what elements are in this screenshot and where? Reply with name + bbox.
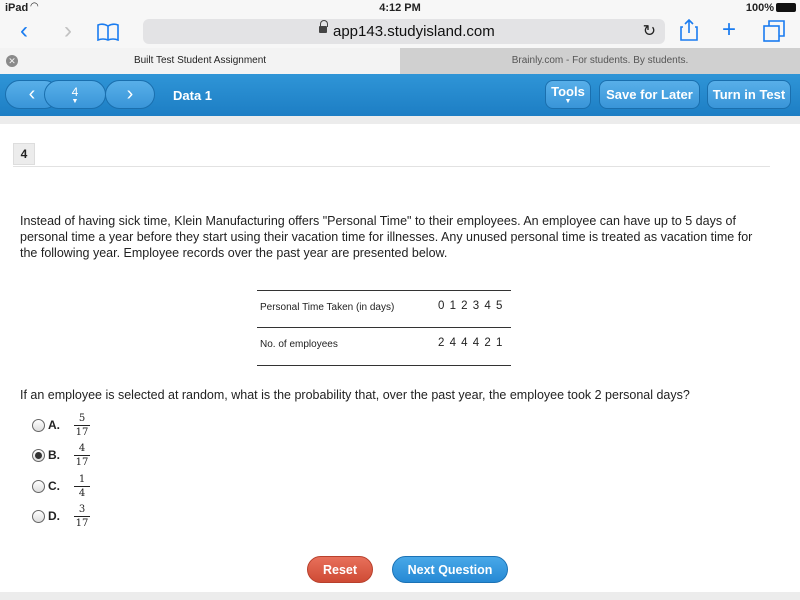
reload-icon[interactable]: ↻ <box>642 23 656 40</box>
save-for-later-button[interactable]: Save for Later <box>599 80 700 109</box>
denominator: 17 <box>75 457 89 468</box>
radio-button[interactable] <box>32 480 45 493</box>
battery-icon <box>776 3 796 12</box>
table-row-values: 0 1 2 3 4 5 <box>438 300 504 312</box>
status-bar <box>0 0 800 16</box>
tools-label: Tools <box>551 84 585 99</box>
forward-icon[interactable]: › <box>64 17 72 44</box>
question-card <box>0 124 800 592</box>
bookmarks-icon[interactable] <box>97 21 119 47</box>
tools-button[interactable] <box>545 80 591 109</box>
fraction <box>74 474 90 499</box>
caret-down-icon: ▼ <box>71 98 79 105</box>
wifi-icon: ◠ <box>30 1 39 12</box>
numerator: 4 <box>78 443 86 454</box>
numerator: 5 <box>78 413 86 424</box>
table-row-values: 2 4 4 4 2 1 <box>438 337 504 349</box>
turn-in-test-button[interactable]: Turn in Test <box>707 80 791 109</box>
device-name: iPad <box>5 2 29 14</box>
numerator: 3 <box>78 504 86 515</box>
denominator: 17 <box>75 427 89 438</box>
app-header <box>0 74 800 116</box>
back-icon[interactable]: ‹ <box>20 17 28 44</box>
radio-button[interactable] <box>32 510 45 523</box>
option-letter: B. <box>48 448 60 462</box>
tabs-icon[interactable] <box>763 20 785 48</box>
next-question-arrow-button[interactable] <box>105 80 155 109</box>
option-letter: D. <box>48 509 60 523</box>
option-letter: C. <box>48 479 60 493</box>
question-number-dropdown[interactable] <box>44 80 106 109</box>
tab-label: Brainly.com - For students. By students. <box>511 55 689 66</box>
table-rule <box>257 290 511 291</box>
option-letter: A. <box>48 418 60 432</box>
battery-percent: 100% <box>745 2 774 14</box>
radio-button[interactable] <box>32 419 45 432</box>
fraction <box>74 504 90 529</box>
url-host: app143.studyisland.com <box>333 23 495 40</box>
address-bar[interactable] <box>143 19 665 44</box>
table-row-label: No. of employees <box>260 339 338 350</box>
question-number-label: 4 <box>71 85 79 99</box>
browser-toolbar <box>0 16 800 48</box>
lock-icon <box>319 24 327 34</box>
browser-tabs <box>0 48 800 74</box>
table-row-label: Personal Time Taken (in days) <box>260 302 395 313</box>
radio-button-selected[interactable] <box>32 449 45 462</box>
table-rule <box>257 327 511 328</box>
fraction <box>74 413 90 438</box>
fraction <box>74 443 90 468</box>
close-tab-icon[interactable]: ✕ <box>6 55 18 67</box>
assignment-title: Data 1 <box>173 88 213 103</box>
denominator: 17 <box>75 518 89 529</box>
chevron-right-icon: › <box>126 83 134 105</box>
chevron-left-icon: ‹ <box>28 83 36 105</box>
status-time: 4:12 PM <box>379 2 421 14</box>
reset-button[interactable]: Reset <box>307 556 373 583</box>
question-passage: Instead of having sick time, Klein Manufacturing offers "Personal Time" to their employees. An employee can have up to 5 days of personal time a year before they start using their vacation time for illnesses. Any unused personal time is treated as vacation time for the following year. Employee records over the past year are presented below. <box>20 214 753 260</box>
table-rule <box>257 365 511 366</box>
divider <box>13 166 770 167</box>
tab-brainly[interactable] <box>400 48 800 74</box>
tab-built-test[interactable] <box>0 48 400 74</box>
question-number-badge: 4 <box>13 143 35 165</box>
tab-label: Built Test Student Assignment <box>133 55 267 66</box>
new-tab-icon[interactable]: + <box>722 16 737 43</box>
share-icon[interactable] <box>680 19 698 47</box>
numerator: 1 <box>78 474 86 485</box>
denominator: 4 <box>78 488 86 499</box>
next-question-button[interactable]: Next Question <box>392 556 508 583</box>
question-prompt: If an employee is selected at random, what is the probability that, over the past year, the employee took 2 personal days? <box>20 388 690 402</box>
caret-down-icon: ▼ <box>564 98 572 105</box>
